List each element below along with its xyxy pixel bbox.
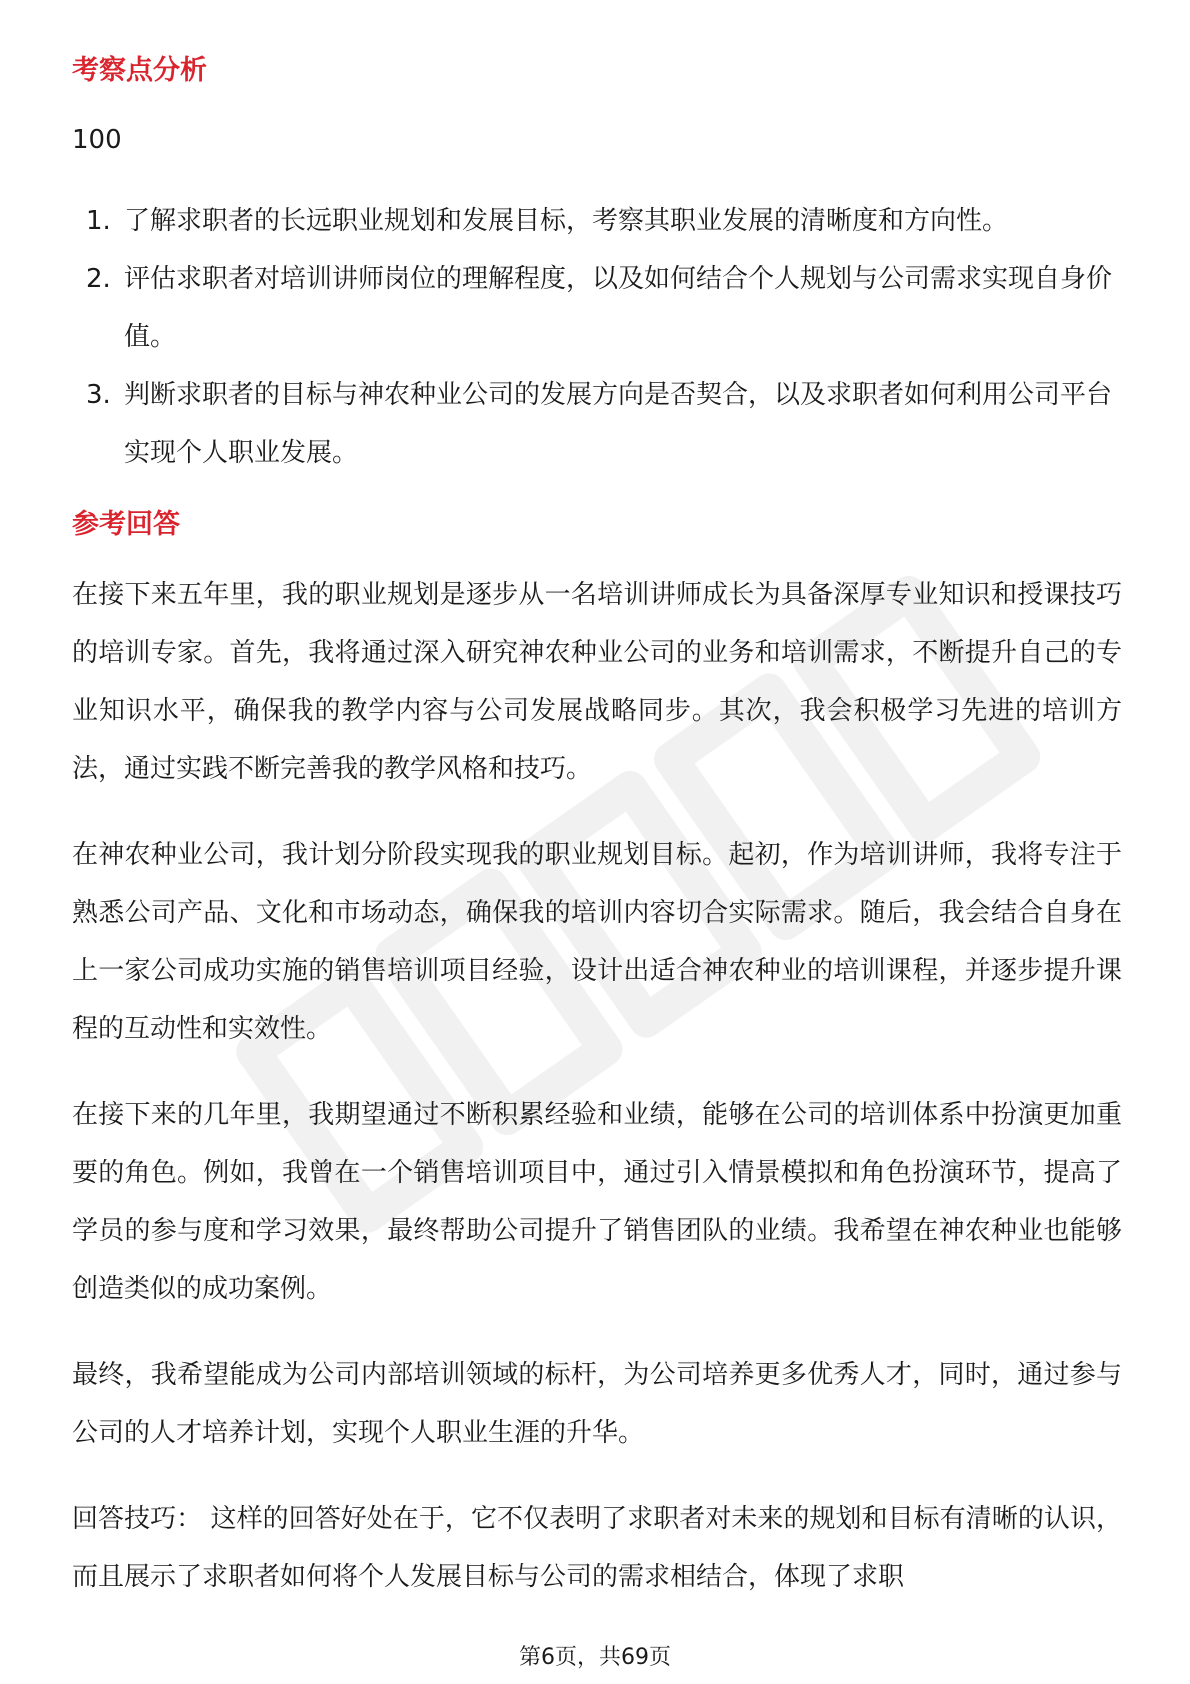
- list-item-text: 了解求职者的长远职业规划和发展目标，考察其职业发展的清晰度和方向性。: [124, 206, 1009, 236]
- list-item-text: 判断求职者的目标与神农种业公司的发展方向是否契合，以及求职者如何利用公司平台实现个人职业发展。: [124, 380, 1113, 468]
- list-item-number: 2.: [86, 264, 111, 294]
- list-item-number: 1.: [86, 206, 111, 236]
- answer-paragraph: 最终，我希望能成为公司内部培训领域的标杆，为公司培养更多优秀人才，同时，通过参与公司的人才培养计划，实现个人职业生涯的升华。: [72, 1360, 1122, 1448]
- analysis-points-list: [72, 192, 1122, 482]
- list-item-text: 评估求职者对培训讲师岗位的理解程度，以及如何结合个人规划与公司需求实现自身价值。: [124, 264, 1113, 352]
- answer-tips-paragraph: 回答技巧： 这样的回答好处在于，它不仅表明了求职者对未来的规划和目标有清晰的认识，而且展示了求职者如何将个人发展目标与公司的需求相结合，体现了求职: [72, 1504, 1122, 1592]
- list-item: [72, 366, 1122, 482]
- document-content: [72, 48, 1122, 1634]
- page-number-footer: 第6页，共69页: [519, 1645, 671, 1670]
- analysis-heading: 考察点分析: [72, 55, 207, 86]
- answer-paragraph: 在接下来五年里，我的职业规划是逐步从一名培训讲师成长为具备深厚专业知识和授课技巧的培训专家。首先，我将通过深入研究神农种业公司的业务和培训需求，不断提升自己的专业知识水平，确保我的教学内容与公司发展战略同步。其次，我会积极学习先进的培训方法，通过实践不断完善我的教学风格和技巧。: [72, 580, 1122, 784]
- score-value: 100: [72, 125, 122, 155]
- list-item-number: 3.: [86, 380, 111, 410]
- answer-paragraph: 在接下来的几年里，我期望通过不断积累经验和业绩，能够在公司的培训体系中扮演更加重要的角色。例如，我曾在一个销售培训项目中，通过引入情景模拟和角色扮演环节，提高了学员的参与度和学习效果，最终帮助公司提升了销售团队的业绩。我希望在神农种业也能够创造类似的成功案例。: [72, 1100, 1122, 1304]
- list-item: [72, 192, 1122, 250]
- list-item: [72, 250, 1122, 366]
- answer-paragraph: 在神农种业公司，我计划分阶段实现我的职业规划目标。起初，作为培训讲师，我将专注于熟悉公司产品、文化和市场动态，确保我的培训内容切合实际需求。随后，我会结合自身在上一家公司成功实施的销售培训项目经验，设计出适合神农种业的培训课程，并逐步提升课程的互动性和实效性。: [72, 840, 1122, 1044]
- answer-heading: 参考回答: [72, 509, 180, 540]
